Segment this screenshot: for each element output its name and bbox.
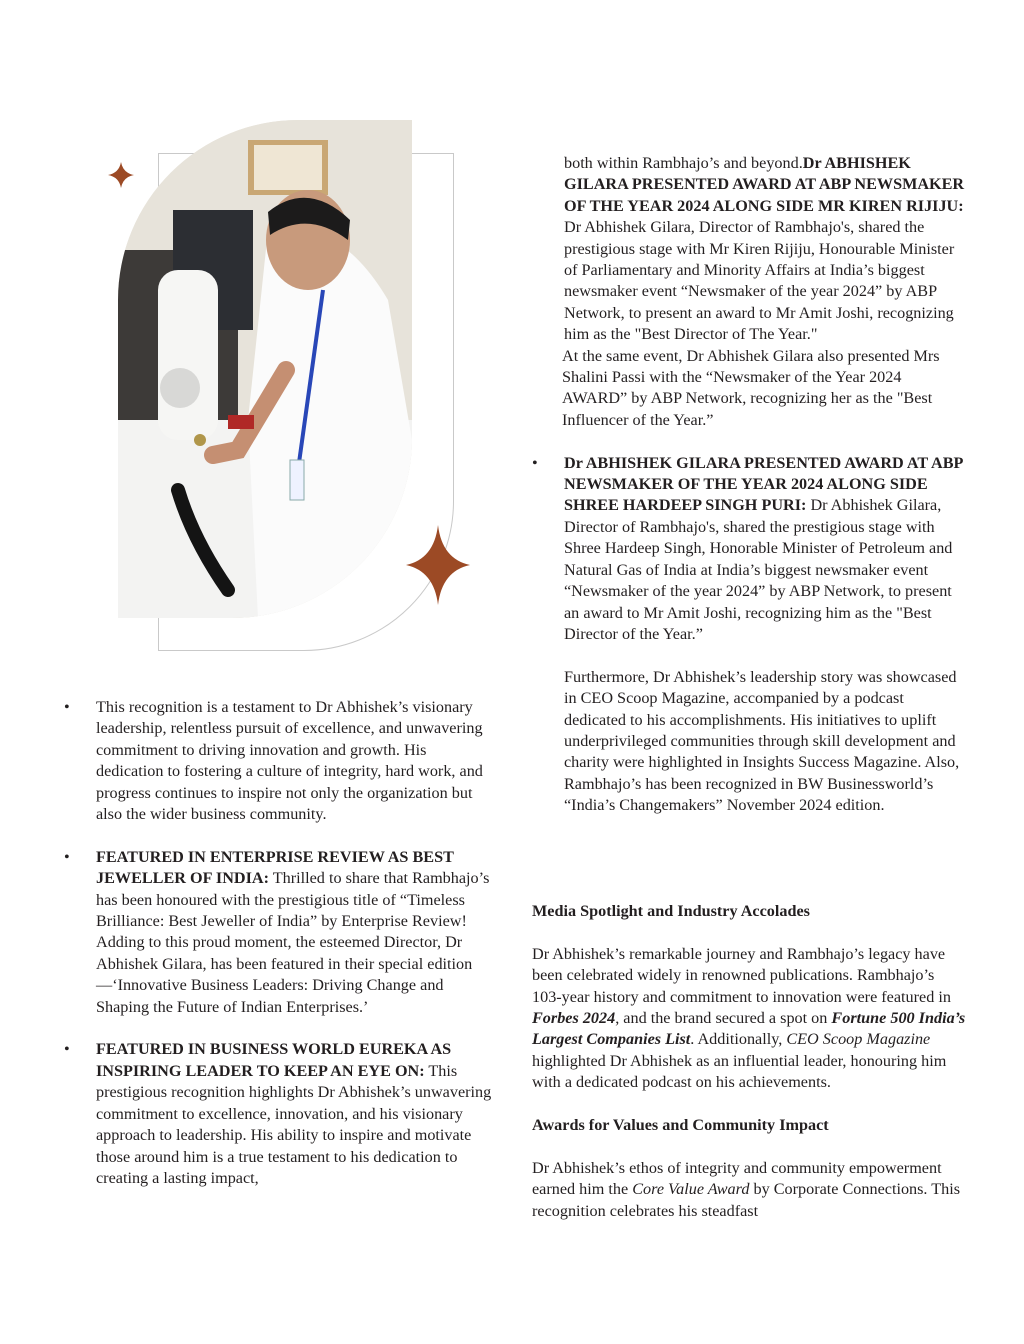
para-heading: Dr ABHISHEK GILARA PRESENTED AWARD AT ABP NEWSMAKER OF THE YEAR 2024 ALONG SIDE MR KIREN RIJIJU: xyxy=(564,154,965,215)
forbes-mention: Forbes 2024 xyxy=(532,1009,616,1028)
bullet-text: Dr Abhishek Gilara, Director of Rambhajo's, shared the prestigious stage with Shree Hardeep Singh, Honorable Minister of Petroleum and Natural Gas of India at India’s biggest newsmaker event “Newsmaker of the year 2024” by ABP Network, to present an award to Mr Amit Joshi, recognizing him as the "Best Director of the Year.” xyxy=(564,496,953,643)
bullet-text: This recognition is a testament to Dr Abhishek’s visionary leadership, relentless pursuit of excellence, and unwavering commitment to driving innovation and growth. His dedication to fostering a culture of integrity, hard work, and progress continues to inspire not only the organization but also the wider business community. xyxy=(96,698,483,824)
shalini-passi-paragraph xyxy=(562,346,966,432)
kiren-rijiju-paragraph xyxy=(564,153,966,346)
ceo-scoop-mention: CEO Scoop Magazine xyxy=(786,1030,931,1049)
para-text: Dr Abhishek Gilara, Director of Rambhajo's, shared the prestigious stage with Mr Kiren Rijiju, Honourable Minister of Parliamentary and Minority Affairs at India’s biggest newsmaker event “Newsmaker of the year 2024” by ABP Network, to present an award to Mr Amit Joshi, recognizing him as the "Best Director of The Year." xyxy=(564,218,955,344)
bullet-text: Thrilled to share that Rambhajo’s has been honoured with the prestigious title of “Timeless Brilliance: Best Jeweller of India” by Enterprise Review! Adding to this proud moment, the esteemed Director, Dr Abhishek Gilara, has been featured in their special edition—‘Innovative Business Leaders: Driving Change and Shaping the Future of Indian Enterprises.’ xyxy=(96,869,490,1016)
right-column xyxy=(564,153,966,817)
star-ornament-large xyxy=(406,525,470,605)
recognition-bullet xyxy=(96,697,496,825)
right-column-lower xyxy=(532,901,966,1222)
awards-paragraph xyxy=(532,1158,966,1222)
hardeep-singh-bullet xyxy=(564,453,966,646)
para-text: by Corporate Connections. This recognition celebrates his steadfast xyxy=(532,1180,961,1220)
star-ornament-small xyxy=(108,162,134,188)
para-text: highlighted Dr Abhishek as an influential leader, honouring him with a dedicated podcast on his achievements. xyxy=(532,1051,947,1092)
bullet-heading: FEATURED IN ENTERPRISE REVIEW AS BEST JEWELLER OF INDIA: xyxy=(96,847,454,888)
awards-heading: Awards for Values and Community Impact xyxy=(532,1116,829,1135)
para-text: , and the brand secured a spot on xyxy=(615,1009,832,1028)
para-text: At the same event, Dr Abhishek Gilara also presented Mrs Shalini Passi with the “Newsmaker of the Year 2024 AWARD” by ABP Network, recognizing her as the "Best Influencer of the Year.” xyxy=(562,346,940,429)
furthermore-paragraph xyxy=(564,667,966,817)
para-text: both within Rambhajo’s and beyond. xyxy=(564,154,803,172)
fortune-mention: Fortune 500 India’s Largest Companies List xyxy=(532,1009,966,1049)
para-text: Furthermore, Dr Abhishek’s leadership story was showcased in CEO Scoop Magazine, accompanied by a podcast dedicated to his accomplishments. His initiatives to uplift underprivileged communities through skill development and charity were highlighted in Insights Success Magazine. Also, Rambhajo’s has been recognized in BW Businessworld’s “India’s Changemakers” November 2024 edition. xyxy=(564,667,960,815)
para-text: Dr Abhishek’s ethos of integrity and community empowerment earned him the xyxy=(532,1158,942,1199)
director-photo xyxy=(118,120,412,618)
enterprise-review-bullet xyxy=(96,847,496,1018)
core-value-award: Core Value Award xyxy=(632,1180,750,1199)
para-text: . Additionally, xyxy=(690,1030,787,1049)
left-column xyxy=(96,697,496,1189)
para-text: Dr Abhishek’s remarkable journey and Rambhajo’s legacy have been celebrated widely in renowned publications. Rambhajo’s 103-year history and commitment to innovation were featured in xyxy=(532,944,951,1006)
media-spotlight-paragraph xyxy=(532,944,966,1094)
business-world-bullet xyxy=(96,1039,496,1189)
media-spotlight-heading: Media Spotlight and Industry Accolades xyxy=(532,902,810,920)
bullet-heading: FEATURED IN BUSINESS WORLD EUREKA AS INSPIRING LEADER TO KEEP AN EYE ON: xyxy=(96,1040,452,1080)
bullet-text: This prestigious recognition highlights Dr Abhishek’s unwavering commitment to excellence, innovation, and his visionary approach to leadership. His ability to inspire and motivate those around him is a true testament to his dedication to creating a lasting impact, xyxy=(96,1061,492,1187)
bullet-heading: Dr ABHISHEK GILARA PRESENTED AWARD AT ABP NEWSMAKER OF THE YEAR 2024 ALONG SIDE SHREE HARDEEP SINGH PURI: xyxy=(564,453,963,515)
